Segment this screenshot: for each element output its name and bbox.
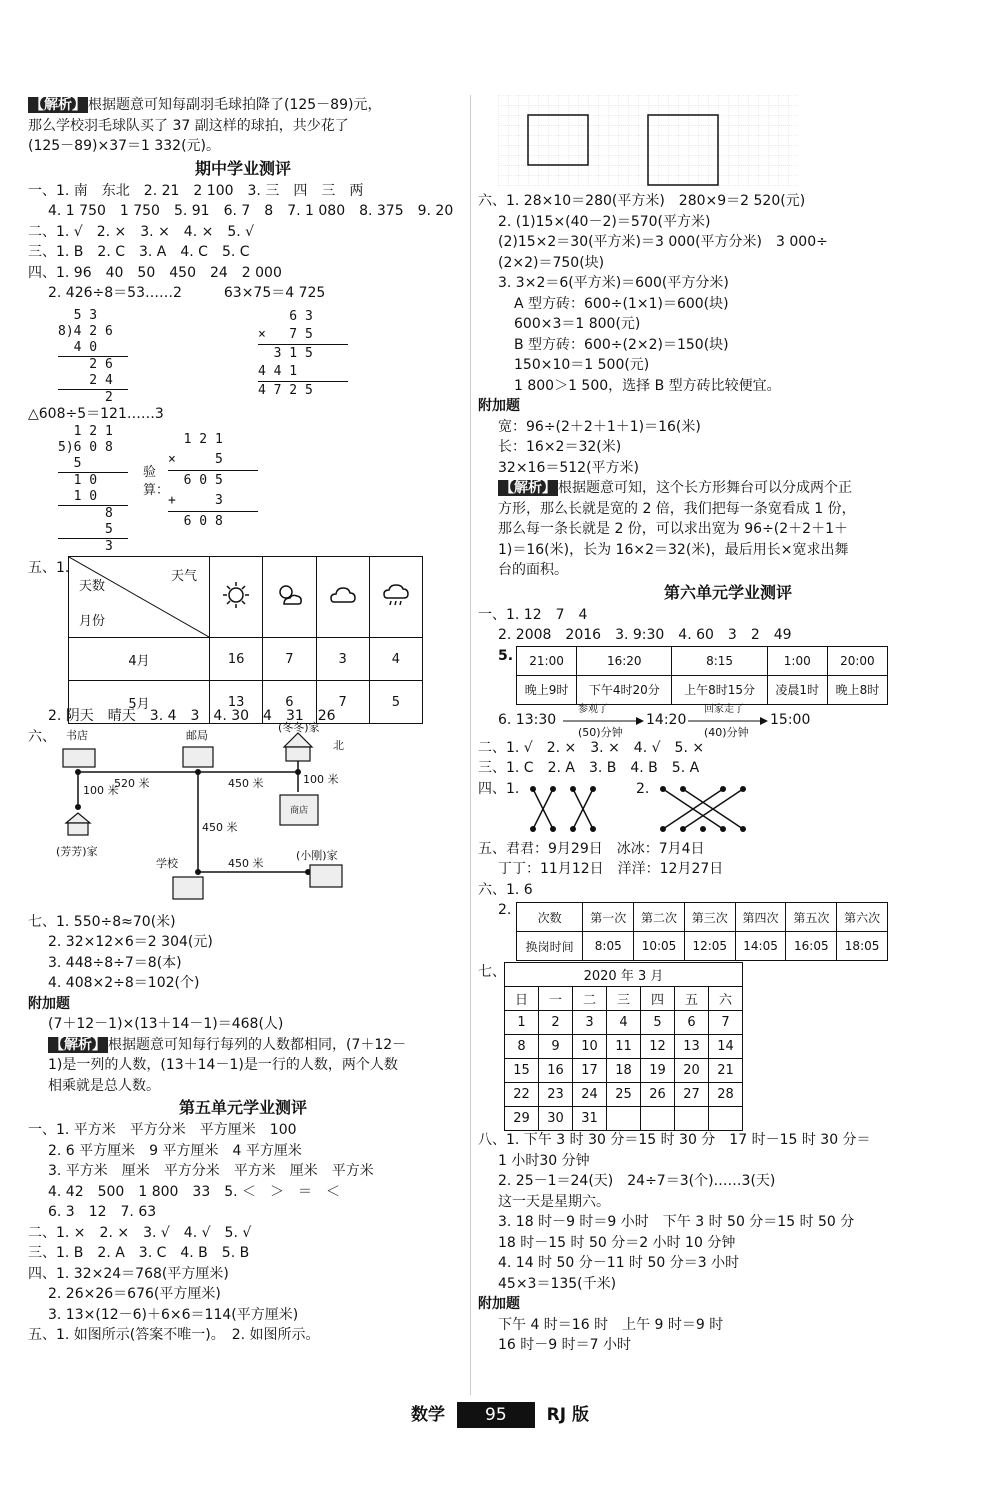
left-column [28, 95, 458, 1346]
answer-line: 下午 4 时＝16 时 上午 9 时＝9 时 [498, 1316, 724, 1333]
calendar-date-cell: 17 [573, 1059, 607, 1083]
header-cell: 第三次 [684, 903, 735, 932]
answer-line: 长：16×2＝32(米) [498, 439, 622, 455]
footer-subject: 数学 [411, 1405, 445, 1425]
header-month: 月份 [79, 614, 106, 629]
right-column [478, 95, 978, 1356]
calc-row: 2 6 [58, 356, 113, 372]
calendar-date-cell: 28 [709, 1083, 743, 1107]
calendar-date-cell [607, 1107, 641, 1131]
answer-line: 六、1. 28×10＝280(平方米) 280×9＝2 520(元) [478, 193, 806, 209]
calc-row: 3 1 5 [258, 345, 313, 361]
calendar-date-cell: 30 [539, 1107, 573, 1131]
value-cell: 16 [210, 638, 263, 681]
analysis-line [28, 1035, 458, 1056]
answer-line: 150×10＝1 500(元) [514, 357, 650, 373]
answer-line: 4. 1 750 1 750 5. 91 6. 7 8 7. 1 080 8. 375 9. 20 [48, 203, 454, 219]
bonus-label: 附加题 [478, 398, 520, 414]
long-division-2 [58, 424, 128, 555]
answer-line: 二、1. √ 2. × 3. × 4. √ 5. × [478, 739, 705, 756]
answer-line: 二、1. × 2. × 3. √ 4. √ 5. √ [28, 1224, 252, 1241]
calc-row: × 7 5 [258, 326, 348, 345]
calendar-date-cell: 13 [675, 1035, 709, 1059]
question-label: 六、 [28, 728, 56, 745]
answer-line: 2. 阴天 晴天 3. 4 3 4. 30 4 31 26 [48, 708, 336, 724]
answer-line: 四、1. 96 40 50 450 24 2 000 [28, 264, 282, 281]
answer-line: 1 小时30 分钟 [498, 1152, 590, 1169]
calendar-date-cell: 12 [641, 1035, 675, 1059]
calendar-date-cell: 2 [539, 1011, 573, 1035]
calc-row: 8)4 2 6 [58, 323, 113, 339]
answer-line: 三、1. B 2. A 3. C 4. B 5. B [28, 1245, 250, 1261]
text-line: 方形，那么长就是宽的 2 倍，我们把每一条宽看成 1 份， [498, 500, 856, 517]
calendar-date-cell: 27 [675, 1083, 709, 1107]
time-table [516, 646, 888, 705]
text-line: 相乘就是总人数。 [48, 1077, 160, 1094]
check-label: 验算： [143, 465, 170, 498]
calendar-date-cell: 5 [641, 1011, 675, 1035]
label-distance: 450 米 [202, 820, 238, 834]
grid-figure [498, 95, 798, 187]
calendar-date-cell: 8 [505, 1035, 539, 1059]
answer-line: 32×16＝512(平方米) [498, 459, 640, 476]
time-cell: 晚上8时 [827, 675, 887, 704]
footer-edition: RJ 版 [546, 1405, 589, 1425]
text-line: 那么学校羽毛球队买了 37 副这样的球拍，共少花了 [28, 117, 349, 134]
answer-line: 五、君君：9月29日 冰冰：7月4日 [478, 840, 705, 857]
long-division-1 [58, 308, 128, 406]
header-cell: 第五次 [786, 903, 837, 932]
answer-line: 4. 408×2÷8＝102(个) [48, 975, 200, 991]
value-cell: 5 [369, 681, 422, 724]
value-cell: 12:05 [684, 932, 735, 961]
answer-line: 2. 6 平方厘米 9 平方厘米 4 平方厘米 [48, 1142, 302, 1159]
text: 根据题意可知每行每列的人数都相同，(7＋12－ [108, 1036, 407, 1053]
text-line: 那么每一条长就是 2 份，可以求出宽为 96÷(2＋2＋1＋ [498, 521, 848, 537]
calc-block-2 [28, 424, 458, 556]
diagonal-header-cell [69, 557, 210, 638]
calendar-date-cell: 6 [675, 1011, 709, 1035]
calc-row: 6 3 [258, 308, 313, 324]
section-title: 第六单元学业测评 [663, 582, 792, 602]
answer-line: 六、1. 6 [478, 881, 533, 898]
answer-line: 这一天是星期六。 [498, 1193, 610, 1210]
partly-cloudy-icon [263, 557, 316, 638]
calendar-date-cell: 20 [675, 1059, 709, 1083]
time-cell: 晚上9时 [517, 675, 577, 704]
question-label: 七、 [478, 964, 506, 980]
analysis-line [28, 95, 458, 116]
calendar-date-cell: 23 [539, 1083, 573, 1107]
calendar-day-header: 六 [709, 987, 743, 1011]
time-mid: 14:20 [646, 711, 687, 728]
header-cell: 第四次 [735, 903, 786, 932]
calc-row: 2 [58, 389, 113, 405]
answer-line: 五、1. 如图所示(答案不唯一)。 2. 如图所示。 [28, 1327, 320, 1343]
answer-line: △608÷5＝121……3 [28, 405, 164, 422]
calendar-date-cell: 15 [505, 1059, 539, 1083]
arrow-label: 参观了 [578, 703, 608, 715]
calendar-date-cell: 31 [573, 1107, 607, 1131]
calendar-day-header: 四 [641, 987, 675, 1011]
answer-line: (2×2)＝750(块) [498, 254, 605, 271]
answer-line: 4. 42 500 1 800 33 5. ＜ ＞ ＝ ＜ [48, 1183, 341, 1200]
vertical-multiplication-1 [258, 308, 348, 400]
header-cell: 第一次 [583, 903, 634, 932]
calendar-date-cell: 11 [607, 1035, 641, 1059]
answer-line: 3. 3×2＝6(平方米)＝600(平方分米) [498, 275, 729, 291]
answer-line: 2. 26×26＝676(平方厘米) [48, 1286, 221, 1302]
time-cell: 8:15 [672, 646, 767, 675]
header-cell: 第六次 [837, 903, 888, 932]
answer-line: 四、1. 32×24＝768(平方厘米) [28, 1265, 229, 1282]
bonus-label: 附加题 [28, 995, 70, 1012]
calendar-date-cell: 14 [709, 1035, 743, 1059]
calc-row: × 5 [168, 450, 258, 471]
label-distance: 450 米 [228, 856, 264, 870]
arrow-label: (50)分钟 [578, 725, 623, 739]
calc-row: 4 0 [58, 340, 128, 357]
answer-line: 一、1. 12 7 4 [478, 606, 588, 623]
calendar-date-cell [641, 1107, 675, 1131]
answer-line: 2. 426÷8＝53……2 63×75＝4 725 [48, 285, 326, 301]
answer-line: 一、1. 平方米 平方分米 平方厘米 100 [28, 1122, 297, 1138]
weather-section [28, 556, 458, 712]
answer-line: 八、1. 下午 3 时 30 分＝15 时 30 分 17 时－15 时 30 分＝ [478, 1132, 871, 1148]
label-xiaogang-home: (小刚)家 [296, 848, 338, 862]
calendar-date-cell: 16 [539, 1059, 573, 1083]
calendar-date-cell: 7 [709, 1011, 743, 1035]
calendar-day-header: 三 [607, 987, 641, 1011]
value-cell: 13 [210, 681, 263, 724]
page-footer [0, 1400, 1000, 1428]
bonus-label: 附加题 [478, 1296, 520, 1312]
matching-lines [478, 779, 878, 839]
answer-line: 2. 32×12×6＝2 304(元) [48, 934, 213, 950]
answer-line: (7＋12－1)×(13＋14－1)＝468(人) [48, 1016, 284, 1032]
weather-table [68, 556, 423, 724]
value-cell: 6 [263, 681, 316, 724]
answer-line: 宽：96÷(2＋2＋1＋1)＝16(米) [498, 418, 701, 435]
answer-line: 三、1. B 2. C 3. A 4. C 5. C [28, 244, 250, 260]
time-start: 6. 13:30 [498, 711, 557, 728]
calendar-day-header: 日 [505, 987, 539, 1011]
time-cell: 16:20 [577, 646, 672, 675]
time-cell: 下午4时20分 [577, 675, 672, 704]
question-label: 2. [636, 780, 650, 797]
label-shop: 商店 [290, 805, 309, 816]
header-cell: 次数 [517, 903, 583, 932]
value-cell: 7 [316, 681, 369, 724]
calendar-date-cell: 24 [573, 1083, 607, 1107]
calc-row: 1 2 1 [58, 424, 113, 439]
analysis-tag: 【解析】 [500, 480, 556, 496]
answer-line: 3. 18 时－9 时＝9 小时 下午 3 时 50 分＝15 时 50 分 [498, 1214, 855, 1230]
label-north: 北 [333, 738, 344, 752]
calendar-date-cell: 1 [505, 1011, 539, 1035]
text-line: 1)是一列的人数，(13＋14－1)是一行的人数，两个人数 [48, 1057, 398, 1073]
calendar-section [478, 962, 978, 1130]
calc-row: 5 3 [58, 307, 98, 323]
answer-line: 45×3＝135(千米) [498, 1275, 617, 1292]
arrow-label: (40)分钟 [704, 725, 749, 739]
header-days: 天数 [79, 579, 106, 594]
time-cell: 21:00 [517, 646, 577, 675]
answer-line: 2. 25－1＝24(天) 24÷7＝3(个)……3(天) [498, 1173, 776, 1189]
answer-line: 七、1. 550÷8≈70(米) [28, 913, 176, 930]
question-label: 四、1. [478, 780, 520, 797]
value-cell: 14:05 [735, 932, 786, 961]
question-label: 2. [498, 902, 512, 918]
calc-row: 4 7 2 5 [258, 382, 313, 398]
value-cell: 3 [316, 638, 369, 681]
matching-section [478, 779, 978, 839]
time-end: 15:00 [770, 711, 811, 728]
text-line: (125－89)×37＝1 332(元)。 [28, 138, 221, 154]
answer-line: 16 时－9 时＝7 小时 [498, 1337, 631, 1353]
calendar-table [504, 962, 743, 1131]
calendar-date-cell: 10 [573, 1035, 607, 1059]
cloud-icon [316, 557, 369, 638]
value-cell: 18:05 [837, 932, 888, 961]
calc-row: 6 0 5 [168, 473, 223, 488]
calc-row: 5 [58, 456, 128, 473]
answer-line: 一、1. 南 东北 2. 21 2 100 3. 三 四 三 两 [28, 182, 364, 199]
month-cell: 4月 [69, 638, 210, 681]
header-cell: 第二次 [634, 903, 685, 932]
sun-icon [210, 557, 263, 638]
calendar-day-header: 一 [539, 987, 573, 1011]
calendar-date-cell: 18 [607, 1059, 641, 1083]
calendar-title: 2020 年 3 月 [505, 963, 743, 987]
calc-block-1 [28, 304, 458, 404]
answer-line: 3. 13×(12－6)＋6×6＝114(平方厘米) [48, 1306, 299, 1323]
time-cell: 20:00 [827, 646, 887, 675]
calendar-date-cell: 25 [607, 1083, 641, 1107]
label-dongdong-home: (冬冬)家 [278, 720, 320, 734]
answer-line: 600×3＝1 800(元) [514, 316, 641, 332]
answer-line: 三、1. C 2. A 3. B 4. B 5. A [478, 760, 700, 776]
shift-table [516, 902, 888, 961]
calc-row: 1 0 [58, 473, 98, 488]
label-distance: 100 米 [83, 783, 119, 797]
time-cell: 上午8时15分 [672, 675, 767, 704]
section-title: 期中学业测评 [194, 158, 291, 178]
arrow-label: 回家走了 [704, 703, 744, 715]
calc-row: 3 [58, 539, 113, 554]
calc-row: 8 [58, 506, 113, 521]
answer-line: 4. 14 时 50 分－11 时 50 分＝3 小时 [498, 1255, 740, 1271]
arrows [478, 702, 918, 738]
calc-row: 5)6 0 8 [58, 440, 113, 455]
calendar-day-header: 五 [675, 987, 709, 1011]
answer-line: A 型方砖：600÷(1×1)＝600(块) [514, 295, 729, 312]
calendar-date-cell: 22 [505, 1083, 539, 1107]
calendar-date-cell: 9 [539, 1035, 573, 1059]
route-map [28, 720, 458, 912]
label-post-office: 邮局 [186, 728, 208, 742]
text: 根据题意可知每副羽毛球拍降了(125－89)元， [88, 97, 382, 113]
calendar-date-cell: 4 [607, 1011, 641, 1035]
value-cell: 16:05 [786, 932, 837, 961]
calendar-day-header: 二 [573, 987, 607, 1011]
month-cell: 5月 [69, 681, 210, 724]
calc-row: 4 4 1 [258, 363, 348, 382]
calc-row: + 3 [168, 491, 258, 512]
calc-row: 1 0 [58, 489, 128, 506]
section-title: 第五单元学业测评 [178, 1098, 307, 1117]
analysis-line [478, 478, 978, 499]
question-label: 五、1. [28, 560, 70, 576]
calc-row: 5 [58, 522, 128, 539]
answer-line: 3. 448÷8÷7＝8(本) [48, 954, 182, 971]
value-cell: 4 [369, 638, 422, 681]
time-cell: 凌晨1时 [767, 675, 827, 704]
answer-line: 1 800＞1 500，选择 B 型方砖比较便宜。 [514, 377, 781, 394]
answer-line: 18 时－15 时 50 分＝2 小时 10 分钟 [498, 1234, 736, 1251]
answer-line: B 型方砖：600÷(2×2)＝150(块) [514, 336, 729, 353]
calendar-date-cell: 19 [641, 1059, 675, 1083]
check-multiplication [168, 430, 258, 532]
time-cell: 1:00 [767, 646, 827, 675]
time-conversion [478, 646, 978, 702]
question-label: 5. [498, 647, 514, 664]
calendar-date-cell: 3 [573, 1011, 607, 1035]
page-number: 95 [457, 1402, 535, 1428]
time-flow [478, 702, 978, 738]
text-line: 1)＝16(米)，长为 16×2＝32(米)，最后用长×宽求出舞 [498, 541, 849, 558]
rain-icon [369, 557, 422, 638]
calendar-date-cell: 29 [505, 1107, 539, 1131]
answer-line: 2. 2008 2016 3. 9:30 4. 60 3 2 49 [498, 627, 792, 643]
answer-line: 3. 平方米 厘米 平方分米 平方米 厘米 平方米 [48, 1163, 374, 1179]
answer-line: 丁丁：11月12日 洋洋：12月27日 [498, 861, 724, 877]
label-distance: 520 米 [114, 776, 150, 790]
label-distance: 450 米 [228, 776, 264, 790]
calc-row: 6 0 8 [168, 514, 223, 529]
value-cell: 7 [263, 638, 316, 681]
calc-row: 2 4 [58, 373, 128, 390]
text-line: 台的面积。 [498, 562, 568, 578]
analysis-tag: 【解析】 [30, 97, 86, 113]
label-distance: 100 米 [303, 772, 339, 786]
value-cell: 10:05 [634, 932, 685, 961]
calendar-date-cell: 21 [709, 1059, 743, 1083]
value-cell: 换岗时间 [517, 932, 583, 961]
value-cell: 8:05 [583, 932, 634, 961]
answer-line: 2. (1)15×(40－2)＝570(平方米) [498, 213, 711, 230]
answer-line: 二、1. √ 2. × 3. × 4. × 5. √ [28, 223, 255, 240]
label-bookstore: 书店 [66, 728, 88, 742]
calc-row: 1 2 1 [168, 432, 223, 447]
calendar-date-cell: 26 [641, 1083, 675, 1107]
shift-section [478, 900, 978, 962]
label-fangfang-home: (芳芳)家 [56, 844, 98, 858]
text: 根据题意可知，这个长方形舞台可以分成两个正 [558, 480, 852, 496]
analysis-tag: 【解析】 [50, 1036, 106, 1053]
column-divider [470, 95, 471, 1395]
label-school: 学校 [156, 856, 178, 870]
answer-line: 6. 3 12 7. 63 [48, 1204, 157, 1220]
header-weather: 天气 [170, 569, 197, 584]
calendar-date-cell [675, 1107, 709, 1131]
calendar-date-cell [709, 1107, 743, 1131]
answer-line: (2)15×2＝30(平方米)＝3 000(平方分米) 3 000÷ [498, 234, 828, 250]
